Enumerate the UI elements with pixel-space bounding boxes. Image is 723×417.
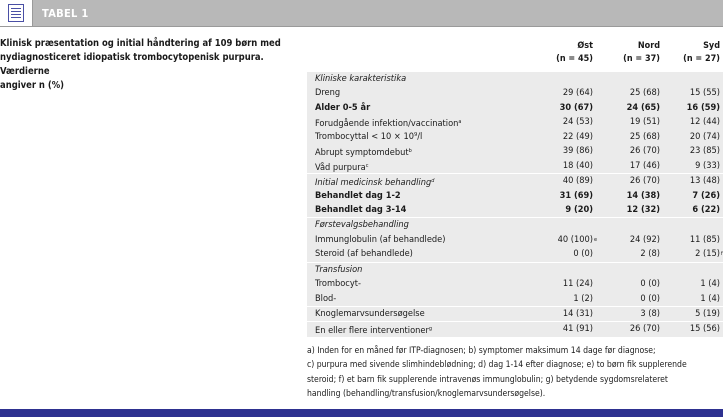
cell-syd: 13 (48) [689,175,720,187]
cell-syd: 12 (44) [689,116,720,128]
row-label: En eller flere interventioner$^g$ [315,325,433,337]
cell-nord: 26 (70) [629,323,660,335]
table-body [307,72,723,337]
cell-nord: 24 (65) [626,101,660,113]
cell-ost: 1 (2) [573,292,593,304]
row-label: Forudgående infektion/vaccination$^a$ [315,118,462,130]
table-row [307,306,723,321]
cell-nord: 12 (32) [626,203,660,215]
table-document-icon [0,0,33,26]
cell-nord: 2 (8) [640,248,660,260]
cell-ost: 9 (20) [565,203,593,215]
cell-ost: 29 (64) [562,87,593,99]
cell-ost: 0 (0) [573,248,593,260]
cell-syd: 1 (4) [700,292,720,304]
cell-ost: 30 (67) [559,101,593,113]
table-row [307,173,723,188]
bottom-accent-bar [0,409,723,417]
row-label: Behandlet dag 1-2 [315,189,401,201]
cell-nord: 3 (8) [640,308,660,319]
table-row [307,321,723,336]
cell-syd: 20 (74) [689,130,720,142]
row-label: Våd purpura$^c$ [315,161,369,173]
cell-ost: 40 (100) e [557,233,598,245]
cell-ost: 11 (24) [562,278,593,290]
cell-nord: 25 (68) [629,87,660,99]
row-label: Trombocyttal < 10 × 10⁹/l [315,130,423,142]
cell-nord: 17 (46) [629,159,660,171]
table-row [307,189,723,203]
cell-syd: 6 (22) [692,203,720,215]
cell-ost: 31 (69) [559,189,593,201]
cell-syd: 2 (15) f [695,248,723,260]
row-label: Steroid (af behandlede) [315,248,413,260]
cell-syd: 23 (85) [689,145,720,157]
cell-nord: 0 (0) [640,278,660,290]
cell-nord: 26 (70) [629,145,660,157]
cell-ost: 24 (53) [562,116,593,128]
cell-syd: 15 (55) [689,87,720,99]
table-header-bar [0,0,723,27]
cell-ost: 18 (40) [562,159,593,171]
column-header-ost: Øst (n = 45) [556,41,593,64]
row-label: Blod- [315,292,337,304]
cell-nord: 0 (0) [640,292,660,304]
row-label: Knoglemarvsundersøgelse [315,308,425,319]
row-label: Kliniske karakteristika [315,73,407,84]
row-label: Trombocyt- [315,278,361,290]
cell-syd: 9 (33) [695,159,720,171]
cell-syd: 5 (19) [695,308,720,319]
table-row [307,233,723,247]
table-row [307,72,723,86]
table-row [307,159,723,173]
row-label: Behandlet dag 3-14 [315,203,407,215]
row-label: Dreng [315,87,341,99]
cell-syd: 11 (85) [689,233,720,245]
cell-nord: 26 (70) [629,175,660,187]
table-row [307,101,723,115]
table-row [307,262,723,277]
table-row [307,247,723,261]
table-row [307,217,723,232]
table-row [307,144,723,158]
table-row [307,203,723,217]
column-header-syd: Syd (n = 27) [683,41,720,64]
cell-nord: 14 (38) [626,189,660,201]
table-row [307,130,723,144]
table-caption: Klinisk præsentation og initial håndtering af 109 børn med nydiagnosticeret idiopatisk trombocytopenisk purpura. Værdierne angiver n (%) [0,38,281,91]
table-title: TABEL 1 [42,7,89,20]
cell-syd: 7 (26) [692,189,720,201]
cell-ost: 22 (49) [562,130,593,142]
column-header-nord: Nord (n = 37) [623,41,660,64]
cell-nord: 19 (51) [629,116,660,128]
cell-ost: 14 (31) [562,308,593,319]
row-label: Førstevalgsbehandling [315,219,409,231]
row-label: Abrupt symptomdebut$^b$ [315,147,412,159]
cell-syd: 15 (56) [689,323,720,335]
cell-ost: 40 (89) [562,175,593,187]
row-label: Transfusion [315,263,363,275]
column-headers [307,38,723,70]
cell-nord: 24 (92) [629,233,660,245]
table-row [307,115,723,129]
cell-ost: 39 (86) [562,145,593,157]
row-label: Immunglobulin (af behandlede) [315,233,446,245]
table-row [307,277,723,291]
table-footnotes: a) Inden for en måned før ITP-diagnosen; b) symptomer maksimum 14 dage før diagnose; c) purpura med sivende slimhindeblødning; d) dag 1-14 efter diagnose; e) to børn fik supplerende steroid; f) et barn fik supplerende intravenøs immunglobulin; g) betydende sygdomsrelateret handling (behandling/transfusion/knoglemarvsundersøgelse). [307,346,687,399]
cell-syd: 1 (4) [700,278,720,290]
row-label: Alder 0-5 år [315,101,371,113]
cell-syd: 16 (59) [686,101,720,113]
cell-ost: 41 (91) [562,323,593,335]
cell-nord: 25 (68) [629,130,660,142]
table-row [307,86,723,100]
row-label: Initial medicinsk behandling$^d$ [315,177,435,189]
table-row [307,292,723,306]
